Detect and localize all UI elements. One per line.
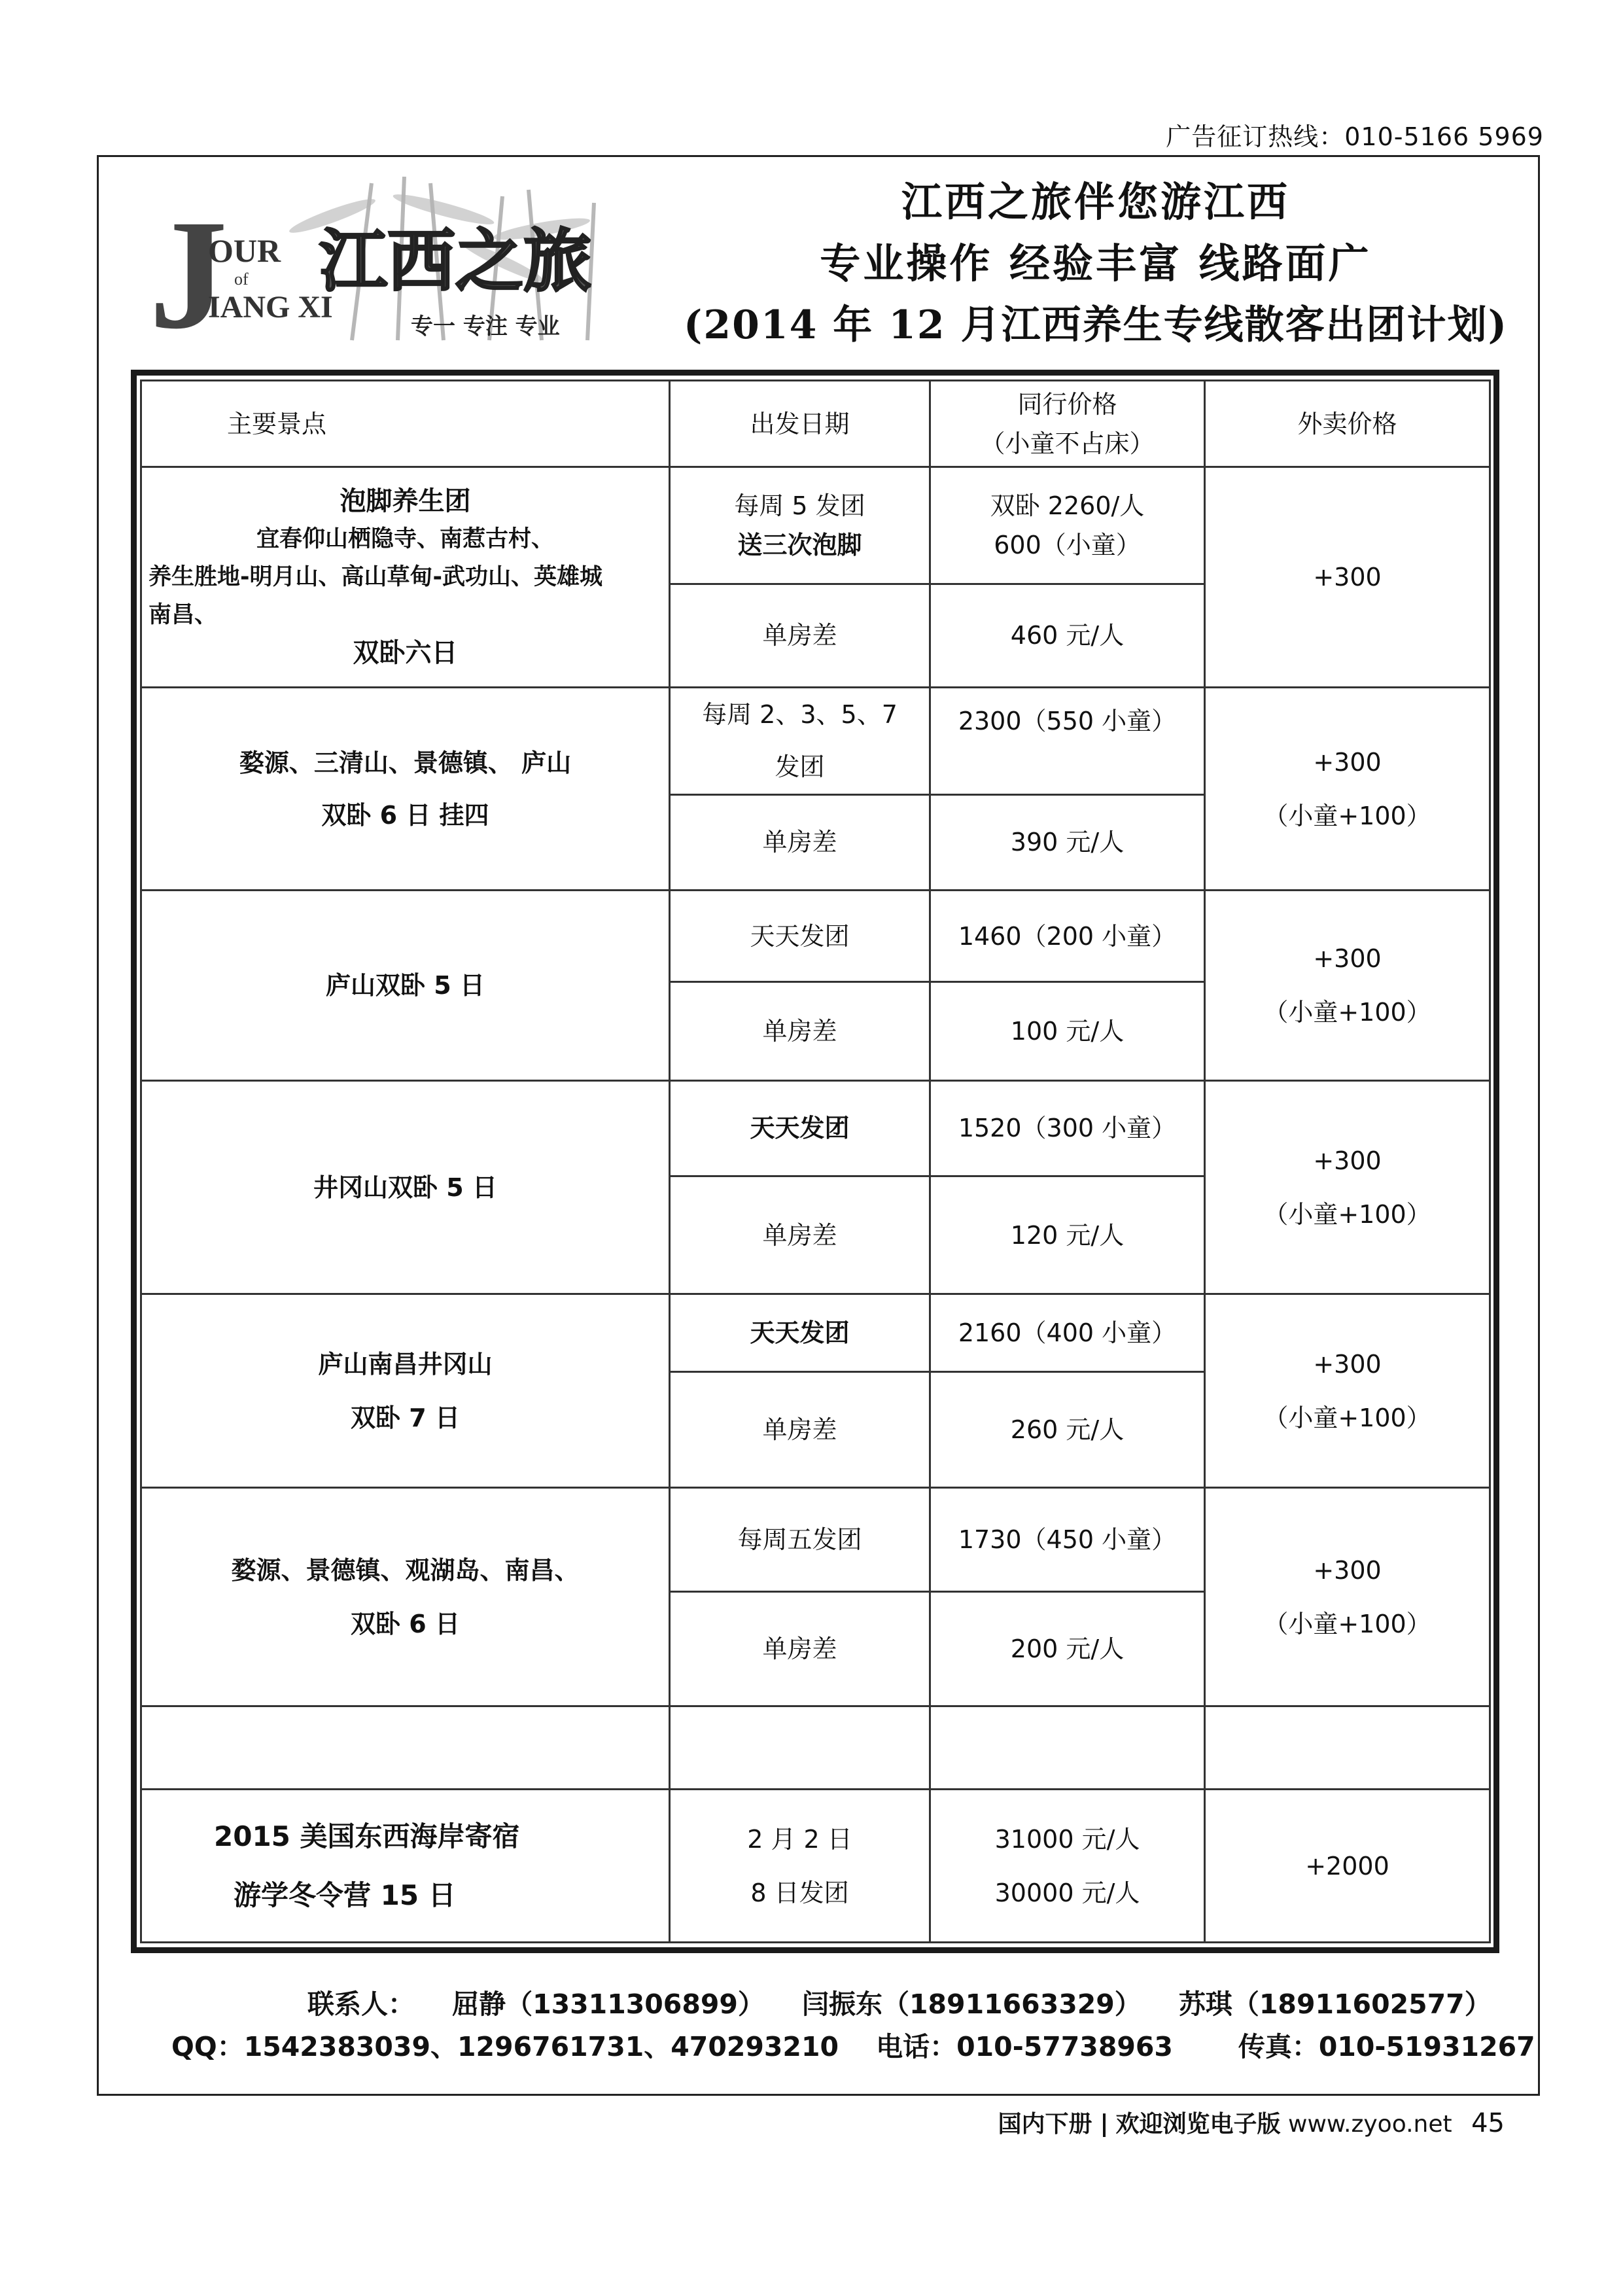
retail-line: （小童+100） [1263,1199,1431,1229]
logo-big-letter: J [149,187,228,347]
scenic-cell [141,1488,670,1706]
date-line: 每周 2、3、5、7 [702,700,898,730]
date-cell: 天天发团 [670,1080,930,1176]
retail-cell [1205,890,1490,1080]
date-line: 送三次泡脚 [737,531,862,560]
footer-section: 国内下册 [998,2111,1092,2138]
scenic-line: 婺源、三清山、景德镇、 庐山 [239,748,572,777]
scenic-line: 双卧 6 日 挂四 [321,800,489,830]
scenic-line: 养生胜地-明月山、高山草甸-武功山、英雄城 [148,564,603,591]
logo-line1: OUR [208,232,281,269]
table-row [141,1080,1490,1176]
single-room-label: 单房差 [670,1591,930,1706]
price-cell: 1730（450 小童） [930,1488,1205,1591]
date-cell: 天天发团 [670,890,930,981]
scenic-line: 庐山南昌井冈山 [318,1349,493,1379]
title-line-1: 江西之旅伴您游江西 [901,178,1290,226]
empty-cell [1205,1706,1490,1790]
scenic-line: 婺源、景德镇、观湖岛、南昌、 [231,1555,580,1585]
retail-line: （小童+100） [1263,997,1431,1027]
contact-line-2: QQ：1542383039、1296761731、470293210 电话：010-57738963 传真：010-51931267 [171,2031,1535,2062]
price-cell: 1520（300 小童） [930,1080,1205,1176]
single-room-label: 单房差 [670,982,930,1080]
scenic-line: 宜春仰山栖隐寺、南惹古村、 [256,526,554,553]
retail-line: +300 [1313,563,1382,592]
table-row [141,1488,1490,1591]
footer-tagline: 欢迎浏览电子版 [1115,2111,1281,2138]
scenic-cell [141,467,670,688]
date-line: 发团 [775,752,825,782]
empty-row [141,1706,1490,1790]
date-cell: 每周五发团 [670,1488,930,1591]
header-trade-price-label: 同行价格 [1017,389,1117,419]
footer-site-link[interactable]: www.zyoo.net [1288,2111,1452,2138]
price-cell [930,1790,1205,1943]
retail-cell [1205,1294,1490,1488]
retail-cell [1205,1080,1490,1294]
single-room-label: 单房差 [670,584,930,687]
ad-hotline: 广告征订热线：010-5166 5969 [1166,122,1544,151]
single-room-price: 260 元/人 [930,1371,1205,1487]
table-row [141,890,1490,981]
retail-line: （小童+100） [1263,1609,1431,1638]
single-room-price: 390 元/人 [930,794,1205,890]
header-date: 出发日期 [670,381,930,467]
price-line: 2300（550 小童） [958,707,1177,736]
single-room-price: 460 元/人 [930,584,1205,687]
retail-line: +300 [1313,944,1382,973]
retail-cell [1205,1488,1490,1706]
retail-line: +300 [1313,1349,1382,1379]
single-room-label: 单房差 [670,1176,930,1294]
title-block [654,171,1537,356]
scenic-line: 游学冬令营 15 日 [234,1879,456,1911]
title-line-3: (2014 年 12 月江西养生专线散客出团计划) [684,302,1508,348]
date-cell [670,467,930,584]
logo-slogan: 专一 专注 专业 [411,313,560,340]
header-scenic: 主要景点 [141,381,670,467]
header-trade-price [930,381,1205,467]
empty-cell [930,1706,1205,1790]
jiangxi-travel-logo [136,177,659,347]
single-room-label: 单房差 [670,794,930,890]
scenic-line: 泡脚养生团 [340,486,471,517]
price-line: 双卧 2260/人 [990,491,1145,521]
logo-line2: IANG XI [208,290,333,325]
logo-chinese-title: 江西之旅 [319,221,592,301]
header-retail-price: 外卖价格 [1205,381,1490,467]
single-room-price: 200 元/人 [930,1591,1205,1706]
table-header-row [141,381,1490,467]
retail-line: +300 [1313,1555,1382,1585]
contact-line-1: 联系人： 屈静（13311306899） 闫振东（18911663329） 苏琪（18911602577） [307,1988,1492,2020]
table-row-us-camp [141,1790,1490,1943]
date-line: 8 日发团 [750,1878,849,1907]
single-room-price: 100 元/人 [930,982,1205,1080]
price-cell: 1460（200 小童） [930,890,1205,981]
date-line: 每周 5 发团 [734,491,865,521]
price-line: 600（小童） [994,531,1141,560]
table-row [141,467,1490,584]
scenic-cell [141,1294,670,1488]
scenic-cell: 井冈山双卧 5 日 [141,1080,670,1294]
header-trade-price-note: （小童不占床） [980,429,1155,458]
scenic-line: 2015 美国东西海岸寄宿 [214,1820,520,1852]
footer-separator [1103,2113,1106,2137]
price-cell [930,688,1205,794]
retail-line: （小童+100） [1263,1403,1431,1432]
page-footer [981,2106,1505,2139]
scenic-line: 双卧六日 [353,638,458,669]
title-line-2: 专业操作 经验丰富 线路面广 [820,239,1372,287]
retail-cell: +2000 [1205,1790,1490,1943]
price-cell: 2160（400 小童） [930,1294,1205,1371]
scenic-line: 南昌、 [148,602,218,629]
date-cell [670,688,930,794]
table-row [141,1294,1490,1371]
empty-cell [670,1706,930,1790]
price-line: 30000 元/人 [994,1878,1140,1907]
table-row [141,688,1490,794]
scenic-cell [141,1790,670,1943]
single-room-label: 单房差 [670,1371,930,1487]
price-line: 31000 元/人 [994,1824,1140,1854]
scenic-line: 双卧 7 日 [351,1403,460,1432]
retail-line: （小童+100） [1263,801,1431,830]
date-line: 2 月 2 日 [747,1824,852,1854]
retail-cell [1205,688,1490,891]
retail-line: +300 [1313,747,1382,777]
tour-price-table [140,380,1491,1943]
scenic-cell: 庐山双卧 5 日 [141,890,670,1080]
scenic-line: 双卧 6 日 [351,1609,460,1638]
page-number: 45 [1471,2108,1505,2138]
retail-cell [1205,467,1490,688]
logo-of: of [234,270,249,289]
price-cell [930,467,1205,584]
empty-cell [141,1706,670,1790]
date-cell [670,1790,930,1943]
scenic-cell [141,688,670,891]
date-cell: 天天发团 [670,1294,930,1371]
single-room-price: 120 元/人 [930,1176,1205,1294]
retail-line: +300 [1313,1146,1382,1175]
